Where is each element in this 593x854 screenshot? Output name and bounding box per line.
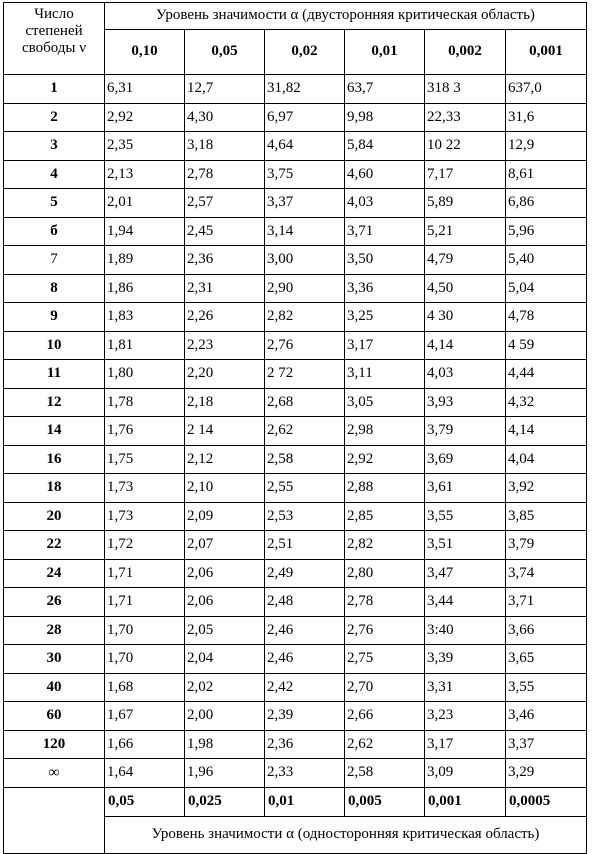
dof-cell: 11 (4, 360, 105, 389)
table-row (4, 103, 587, 132)
two-sided-caption: Уровень значимости α (двусторонняя критическая область) (105, 3, 587, 30)
value-cell: 1,64 (105, 759, 185, 788)
dof-cell: 40 (4, 673, 105, 702)
value-cell: 12,9 (506, 132, 587, 161)
value-cell: 9,98 (345, 103, 425, 132)
value-cell: 2,36 (265, 730, 345, 759)
value-cell: 1,70 (105, 645, 185, 674)
one-sided-level: 0,025 (185, 787, 265, 816)
value-cell: 4,50 (425, 274, 506, 303)
value-cell: 7,17 (425, 160, 506, 189)
value-cell: 4 59 (506, 331, 587, 360)
one-sided-level: 0,001 (425, 787, 506, 816)
value-cell: 3,11 (345, 360, 425, 389)
value-cell: 3,79 (425, 417, 506, 446)
value-cell: 3,09 (425, 759, 506, 788)
value-cell: 1,68 (105, 673, 185, 702)
table-body (4, 75, 587, 788)
value-cell: 2,13 (105, 160, 185, 189)
value-cell: 2,55 (265, 474, 345, 503)
value-cell: 2,31 (185, 274, 265, 303)
value-cell: 8,61 (506, 160, 587, 189)
dof-cell: 4 (4, 160, 105, 189)
two-sided-level: 0,10 (105, 29, 185, 74)
value-cell: 1,81 (105, 331, 185, 360)
value-cell: 3,71 (345, 217, 425, 246)
value-cell: 2,10 (185, 474, 265, 503)
table-row (4, 388, 587, 417)
two-sided-level: 0,002 (425, 29, 506, 74)
table-row (4, 531, 587, 560)
value-cell: 2,53 (265, 502, 345, 531)
value-cell: 1,73 (105, 502, 185, 531)
dof-cell: 30 (4, 645, 105, 674)
table-row (4, 246, 587, 275)
two-sided-level: 0,05 (185, 29, 265, 74)
value-cell: 1,72 (105, 531, 185, 560)
value-cell: 4,03 (345, 189, 425, 218)
value-cell: 3,75 (265, 160, 345, 189)
value-cell: 3,29 (506, 759, 587, 788)
dof-cell: 16 (4, 445, 105, 474)
value-cell: 1,78 (105, 388, 185, 417)
value-cell: 2,48 (265, 588, 345, 617)
value-cell: 2,70 (345, 673, 425, 702)
table-row (4, 616, 587, 645)
value-cell: 4,64 (265, 132, 345, 161)
table-row (4, 274, 587, 303)
value-cell: 1,89 (105, 246, 185, 275)
table-row (4, 160, 587, 189)
value-cell: 3,69 (425, 445, 506, 474)
dof-cell: 28 (4, 616, 105, 645)
dof-cell: 3 (4, 132, 105, 161)
value-cell: 2,06 (185, 559, 265, 588)
value-cell: 3,17 (345, 331, 425, 360)
value-cell: 3,61 (425, 474, 506, 503)
table-row (4, 331, 587, 360)
value-cell: 4,14 (506, 417, 587, 446)
value-cell: 2,58 (345, 759, 425, 788)
value-cell: 4,30 (185, 103, 265, 132)
value-cell: 2,78 (345, 588, 425, 617)
value-cell: 10 22 (425, 132, 506, 161)
dof-cell: 14 (4, 417, 105, 446)
value-cell: 1,83 (105, 303, 185, 332)
value-cell: 3,36 (345, 274, 425, 303)
value-cell: 1,66 (105, 730, 185, 759)
value-cell: 318 3 (425, 75, 506, 104)
value-cell: 2,00 (185, 702, 265, 731)
value-cell: 2,39 (265, 702, 345, 731)
value-cell: 2,09 (185, 502, 265, 531)
value-cell: 12,7 (185, 75, 265, 104)
one-sided-level: 0,05 (105, 787, 185, 816)
value-cell: 4,60 (345, 160, 425, 189)
value-cell: 6,86 (506, 189, 587, 218)
one-sided-level: 0,01 (265, 787, 345, 816)
value-cell: 3,00 (265, 246, 345, 275)
value-cell: 2,98 (345, 417, 425, 446)
value-cell: 3,92 (506, 474, 587, 503)
value-cell: 2,18 (185, 388, 265, 417)
table-row (4, 189, 587, 218)
table-row (4, 730, 587, 759)
value-cell: 4,03 (425, 360, 506, 389)
dof-cell: ∞ (4, 759, 105, 788)
value-cell: 1,73 (105, 474, 185, 503)
table-row (4, 303, 587, 332)
value-cell: 2,36 (185, 246, 265, 275)
value-cell: 2,33 (265, 759, 345, 788)
value-cell: 2,01 (105, 189, 185, 218)
value-cell: 1,71 (105, 559, 185, 588)
value-cell: 3,44 (425, 588, 506, 617)
value-cell: 2,04 (185, 645, 265, 674)
value-cell: 3,50 (345, 246, 425, 275)
value-cell: 3,65 (506, 645, 587, 674)
value-cell: 2,75 (345, 645, 425, 674)
value-cell: 1,80 (105, 360, 185, 389)
table-row (4, 702, 587, 731)
dof-header-line-1: Число (34, 6, 74, 22)
two-sided-level: 0,001 (506, 29, 587, 74)
table-row (4, 645, 587, 674)
value-cell: 3,37 (506, 730, 587, 759)
table-row (4, 759, 587, 788)
value-cell: 4 30 (425, 303, 506, 332)
value-cell: 2,92 (345, 445, 425, 474)
value-cell: 2,58 (265, 445, 345, 474)
value-cell: 3,51 (425, 531, 506, 560)
dof-cell: 20 (4, 502, 105, 531)
value-cell: 2,46 (265, 616, 345, 645)
value-cell: 2,82 (265, 303, 345, 332)
value-cell: 1,75 (105, 445, 185, 474)
value-cell: 63,7 (345, 75, 425, 104)
value-cell: 3:40 (425, 616, 506, 645)
value-cell: 2,66 (345, 702, 425, 731)
footer-empty-cell (4, 787, 105, 816)
two-sided-level: 0,02 (265, 29, 345, 74)
value-cell: 2,82 (345, 531, 425, 560)
value-cell: 1,67 (105, 702, 185, 731)
dof-cell: б (4, 217, 105, 246)
dof-cell: 12 (4, 388, 105, 417)
table-row (4, 502, 587, 531)
table-row (4, 217, 587, 246)
value-cell: 5,21 (425, 217, 506, 246)
value-cell: 4,79 (425, 246, 506, 275)
value-cell: 2,76 (265, 331, 345, 360)
value-cell: 3,17 (425, 730, 506, 759)
value-cell: 1,96 (185, 759, 265, 788)
value-cell: 3,23 (425, 702, 506, 731)
value-cell: 3,18 (185, 132, 265, 161)
footer-empty-cell (4, 816, 105, 853)
value-cell: 3,37 (265, 189, 345, 218)
value-cell: 31,82 (265, 75, 345, 104)
value-cell: 31,6 (506, 103, 587, 132)
value-cell: 2 14 (185, 417, 265, 446)
student-t-critical-values-table (3, 2, 587, 854)
student-t-table-container (3, 2, 587, 854)
value-cell: 3,93 (425, 388, 506, 417)
value-cell: 2 72 (265, 360, 345, 389)
value-cell: 3,14 (265, 217, 345, 246)
value-cell: 1,94 (105, 217, 185, 246)
value-cell: 1,71 (105, 588, 185, 617)
dof-header-line-2: степеней (25, 23, 83, 39)
table-row (4, 132, 587, 161)
dof-cell: 24 (4, 559, 105, 588)
table-row (4, 360, 587, 389)
dof-header-line-3: свободы ν (21, 40, 87, 56)
dof-cell: 10 (4, 331, 105, 360)
value-cell: 5,89 (425, 189, 506, 218)
value-cell: 2,85 (345, 502, 425, 531)
value-cell: 1,86 (105, 274, 185, 303)
value-cell: 2,68 (265, 388, 345, 417)
value-cell: 3,05 (345, 388, 425, 417)
dof-cell: 22 (4, 531, 105, 560)
value-cell: 3,74 (506, 559, 587, 588)
one-sided-level: 0,0005 (506, 787, 587, 816)
value-cell: 2,57 (185, 189, 265, 218)
value-cell: 6,31 (105, 75, 185, 104)
value-cell: 5,40 (506, 246, 587, 275)
value-cell: 2,42 (265, 673, 345, 702)
value-cell: 5,04 (506, 274, 587, 303)
value-cell: 2,62 (345, 730, 425, 759)
value-cell: 1,70 (105, 616, 185, 645)
value-cell: 2,51 (265, 531, 345, 560)
value-cell: 2,23 (185, 331, 265, 360)
dof-cell: 5 (4, 189, 105, 218)
value-cell: 3,25 (345, 303, 425, 332)
dof-cell: 2 (4, 103, 105, 132)
table-row (4, 445, 587, 474)
dof-cell: 18 (4, 474, 105, 503)
value-cell: 2,26 (185, 303, 265, 332)
value-cell: 2,07 (185, 531, 265, 560)
value-cell: 4,32 (506, 388, 587, 417)
table-row (4, 559, 587, 588)
value-cell: 2,78 (185, 160, 265, 189)
value-cell: 2,92 (105, 103, 185, 132)
value-cell: 4,14 (425, 331, 506, 360)
dof-cell: 120 (4, 730, 105, 759)
dof-cell: 8 (4, 274, 105, 303)
dof-cell: 1 (4, 75, 105, 104)
dof-cell: 9 (4, 303, 105, 332)
value-cell: 2,20 (185, 360, 265, 389)
degrees-of-freedom-header (4, 3, 105, 75)
value-cell: 3,71 (506, 588, 587, 617)
table-row (4, 588, 587, 617)
value-cell: 2,45 (185, 217, 265, 246)
value-cell: 4,44 (506, 360, 587, 389)
one-sided-level: 0,005 (345, 787, 425, 816)
value-cell: 3,55 (425, 502, 506, 531)
value-cell: 5,84 (345, 132, 425, 161)
value-cell: 3,46 (506, 702, 587, 731)
value-cell: 3,31 (425, 673, 506, 702)
value-cell: 2,90 (265, 274, 345, 303)
value-cell: 1,98 (185, 730, 265, 759)
value-cell: 3,66 (506, 616, 587, 645)
value-cell: 2,12 (185, 445, 265, 474)
value-cell: 3,55 (506, 673, 587, 702)
dof-cell: 26 (4, 588, 105, 617)
value-cell: 4,78 (506, 303, 587, 332)
value-cell: 2,02 (185, 673, 265, 702)
value-cell: 2,80 (345, 559, 425, 588)
table-row (4, 75, 587, 104)
value-cell: 4,04 (506, 445, 587, 474)
value-cell: 2,05 (185, 616, 265, 645)
value-cell: 2,76 (345, 616, 425, 645)
value-cell: 2,46 (265, 645, 345, 674)
value-cell: 6,97 (265, 103, 345, 132)
dof-cell: 60 (4, 702, 105, 731)
one-sided-caption: Уровень значимости α (односторонняя критическая область) (105, 816, 587, 853)
value-cell: 3,79 (506, 531, 587, 560)
value-cell: 2,49 (265, 559, 345, 588)
value-cell: 3,47 (425, 559, 506, 588)
value-cell: 2,06 (185, 588, 265, 617)
value-cell: 637,0 (506, 75, 587, 104)
value-cell: 2,88 (345, 474, 425, 503)
table-row (4, 673, 587, 702)
two-sided-level: 0,01 (345, 29, 425, 74)
dof-cell: 7 (4, 246, 105, 275)
value-cell: 5,96 (506, 217, 587, 246)
value-cell: 22,33 (425, 103, 506, 132)
value-cell: 2,62 (265, 417, 345, 446)
value-cell: 3,39 (425, 645, 506, 674)
value-cell: 2,35 (105, 132, 185, 161)
value-cell: 3,85 (506, 502, 587, 531)
value-cell: 1,76 (105, 417, 185, 446)
table-row (4, 474, 587, 503)
table-row (4, 417, 587, 446)
